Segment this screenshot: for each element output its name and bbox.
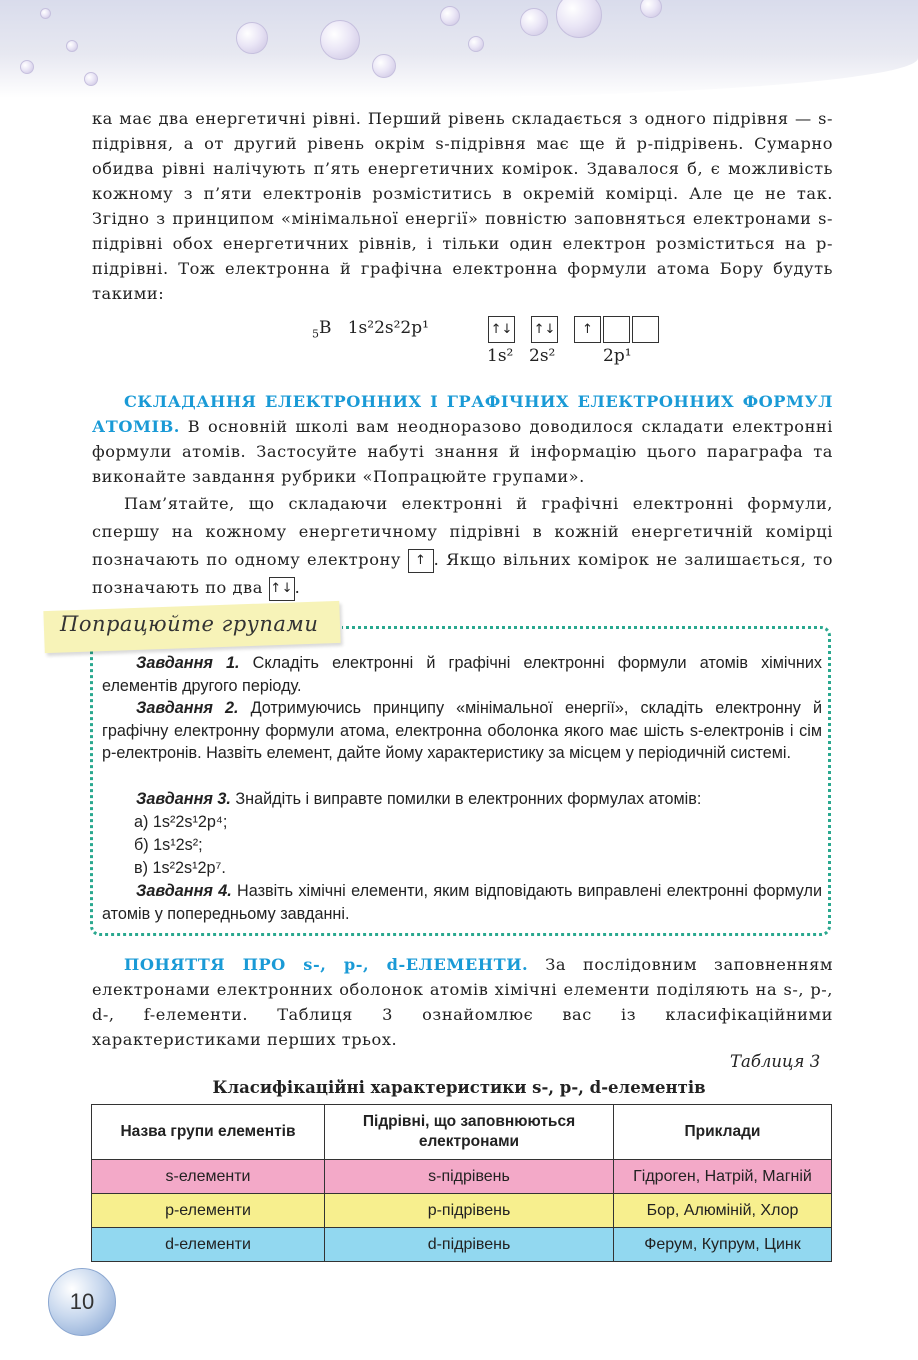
table-header-cell: Підрівні, що заповнюються електронами [325, 1105, 614, 1160]
remember-text-a: Пам’ятайте, що складаючи електронні й графічні електронні формули, спершу на кожному енергетичному підрівні в кожній енергетичній комірці позначають по одному електрону [92, 494, 833, 569]
boron-symbol: B [319, 318, 332, 338]
remember-paragraph [92, 490, 833, 602]
remember-text-b: . Якщо вільних комірок не залишається, то позначають по два [92, 550, 833, 597]
table-cell: d-підрівень [325, 1228, 614, 1262]
boron-atomic-number: 5 [312, 327, 319, 341]
boron-formula [312, 318, 429, 340]
boron-electron-formula: 1s²2s²2p¹ [347, 318, 429, 338]
task-3 [102, 788, 822, 811]
table-row [92, 1194, 832, 1228]
table-row [92, 1160, 832, 1194]
decorative-bubble [320, 20, 360, 60]
classification-table [91, 1104, 832, 1262]
orbital-cell-2p-1: ↑ [574, 316, 601, 343]
task-1-label: Завдання 1. [136, 654, 240, 672]
task-3-item-c: в) 1s²2s¹2p⁷. [134, 859, 226, 877]
section-spd-elements [92, 952, 833, 1052]
decorative-bubble [40, 8, 51, 19]
table-cell: p-елементи [92, 1194, 325, 1228]
table-caption: Таблиця 3 [730, 1052, 821, 1071]
table-title: Класифікаційні характеристики s-, p-, d-елементів [212, 1078, 706, 1097]
orbital-label-1s: 1s² [487, 346, 514, 366]
table-cell: s-елементи [92, 1160, 325, 1194]
decorative-bubble [66, 40, 78, 52]
double-arrow-cell: ↑↓ [269, 577, 295, 601]
section-heading-electron-formulas: СКЛАДАННЯ ЕЛЕКТРОННИХ І ГРАФІЧНИХ ЕЛЕКТРОННИХ ФОРМУЛ АТОМІВ. [92, 392, 833, 436]
table-cell: p-підрівень [325, 1194, 614, 1228]
task-1 [102, 652, 822, 697]
table-cell: Ферум, Купрум, Цинк [614, 1228, 832, 1262]
orbital-label-2s: 2s² [529, 346, 556, 366]
task-2-label: Завдання 2. [136, 699, 239, 717]
orbital-cell-2s: ↑↓ [531, 316, 558, 343]
table-cell: Бор, Алюміній, Хлор [614, 1194, 832, 1228]
page-number: 10 [48, 1268, 116, 1336]
decorative-bubble [440, 6, 460, 26]
orbital-cell-2p-2 [603, 316, 630, 343]
orbital-cell-2p-3 [632, 316, 659, 343]
table-row [92, 1228, 832, 1262]
task-1-text: Складіть електронні й графічні електронні формули атомів хімічних елементів другого періоду. [102, 654, 822, 695]
single-arrow-cell: ↑ [408, 549, 434, 573]
table-cell: s-підрівень [325, 1160, 614, 1194]
section-heading-spd-elements: ПОНЯТТЯ ПРО s-, p-, d-ЕЛЕМЕНТИ. [124, 955, 529, 974]
section-spd-text: За послідовним заповненням електронами електронних оболонок атомів хімічні елементи поділяють на s-, p-, d-, f-елементи. Таблиця 3 ознайомлює вас із класифікаційними характеристиками перших трьох. [92, 955, 833, 1049]
task-3-label: Завдання 3. [136, 790, 231, 808]
decorative-bubble [520, 8, 548, 36]
task-4 [102, 880, 822, 925]
table-cell: d-елементи [92, 1228, 325, 1262]
remember-period: . [294, 578, 301, 597]
task-2-text: Дотримуючись принципу «мінімальної енергії», складіть електронну й графічну електронну формули атома, електронна оболонка якого має шість s-електронів і сім p-електронів. Назвіть елемент, дайте йому характеристику за місцем у періодичній системі. [102, 699, 822, 763]
orbital-label-2p: 2p¹ [603, 346, 632, 366]
orbital-cell-1s: ↑↓ [488, 316, 515, 343]
task-4-label: Завдання 4. [136, 882, 232, 900]
task-2 [102, 697, 822, 765]
task-3-text: Знайдіть і виправте помилки в електронних формулах атомів: [230, 790, 702, 808]
table-header-cell: Приклади [614, 1105, 832, 1160]
table-header-cell: Назва групи елементів [92, 1105, 325, 1160]
decorative-bubble [84, 72, 98, 86]
section-text: В основній школі вам неодноразово доводилося складати електронні формули атомів. Застосуйте набуті знання й інформацію цього параграфа та виконайте завдання рубрики «Попрацюйте групами». [92, 417, 833, 486]
decorative-bubble [236, 22, 268, 54]
task-3-item-a: а) 1s²2s¹2p⁴; [134, 813, 228, 831]
task-4-text: Назвіть хімічні елементи, яким відповідають виправлені електронні формули атомів у попередньому завданні. [102, 882, 822, 923]
table-header-row [92, 1105, 832, 1160]
task-3-item-b: б) 1s¹2s²; [134, 836, 203, 854]
table-cell: Гідроген, Натрій, Магній [614, 1160, 832, 1194]
section-electron-formulas [92, 389, 833, 489]
decorative-bubble [468, 36, 484, 52]
group-work-title: Попрацюйте групами [60, 612, 319, 636]
intro-paragraph: ка має два енергетичні рівні. Перший рівень складається з одного підрівня — s-підрівня, а от другий рівень окрім s-підрівня має ще й p-підрівень. Сумарно обидва рівні налічують п’ять енергетичних комірок. Здавалося б, є можливість кожному з п’яти електронів розміститись в окремій комірці. Але це не так. Згідно з принципом «мінімальної енергії» повністю заповняться електронами s-підрівні обох енергетичних рівнів, і тільки один електрон розміститься на p-підрівні. Тож електронна й графічна електронна формули атома Бору будуть такими: [92, 109, 833, 303]
decorative-bubble [372, 54, 396, 78]
decorative-bubble [20, 60, 34, 74]
